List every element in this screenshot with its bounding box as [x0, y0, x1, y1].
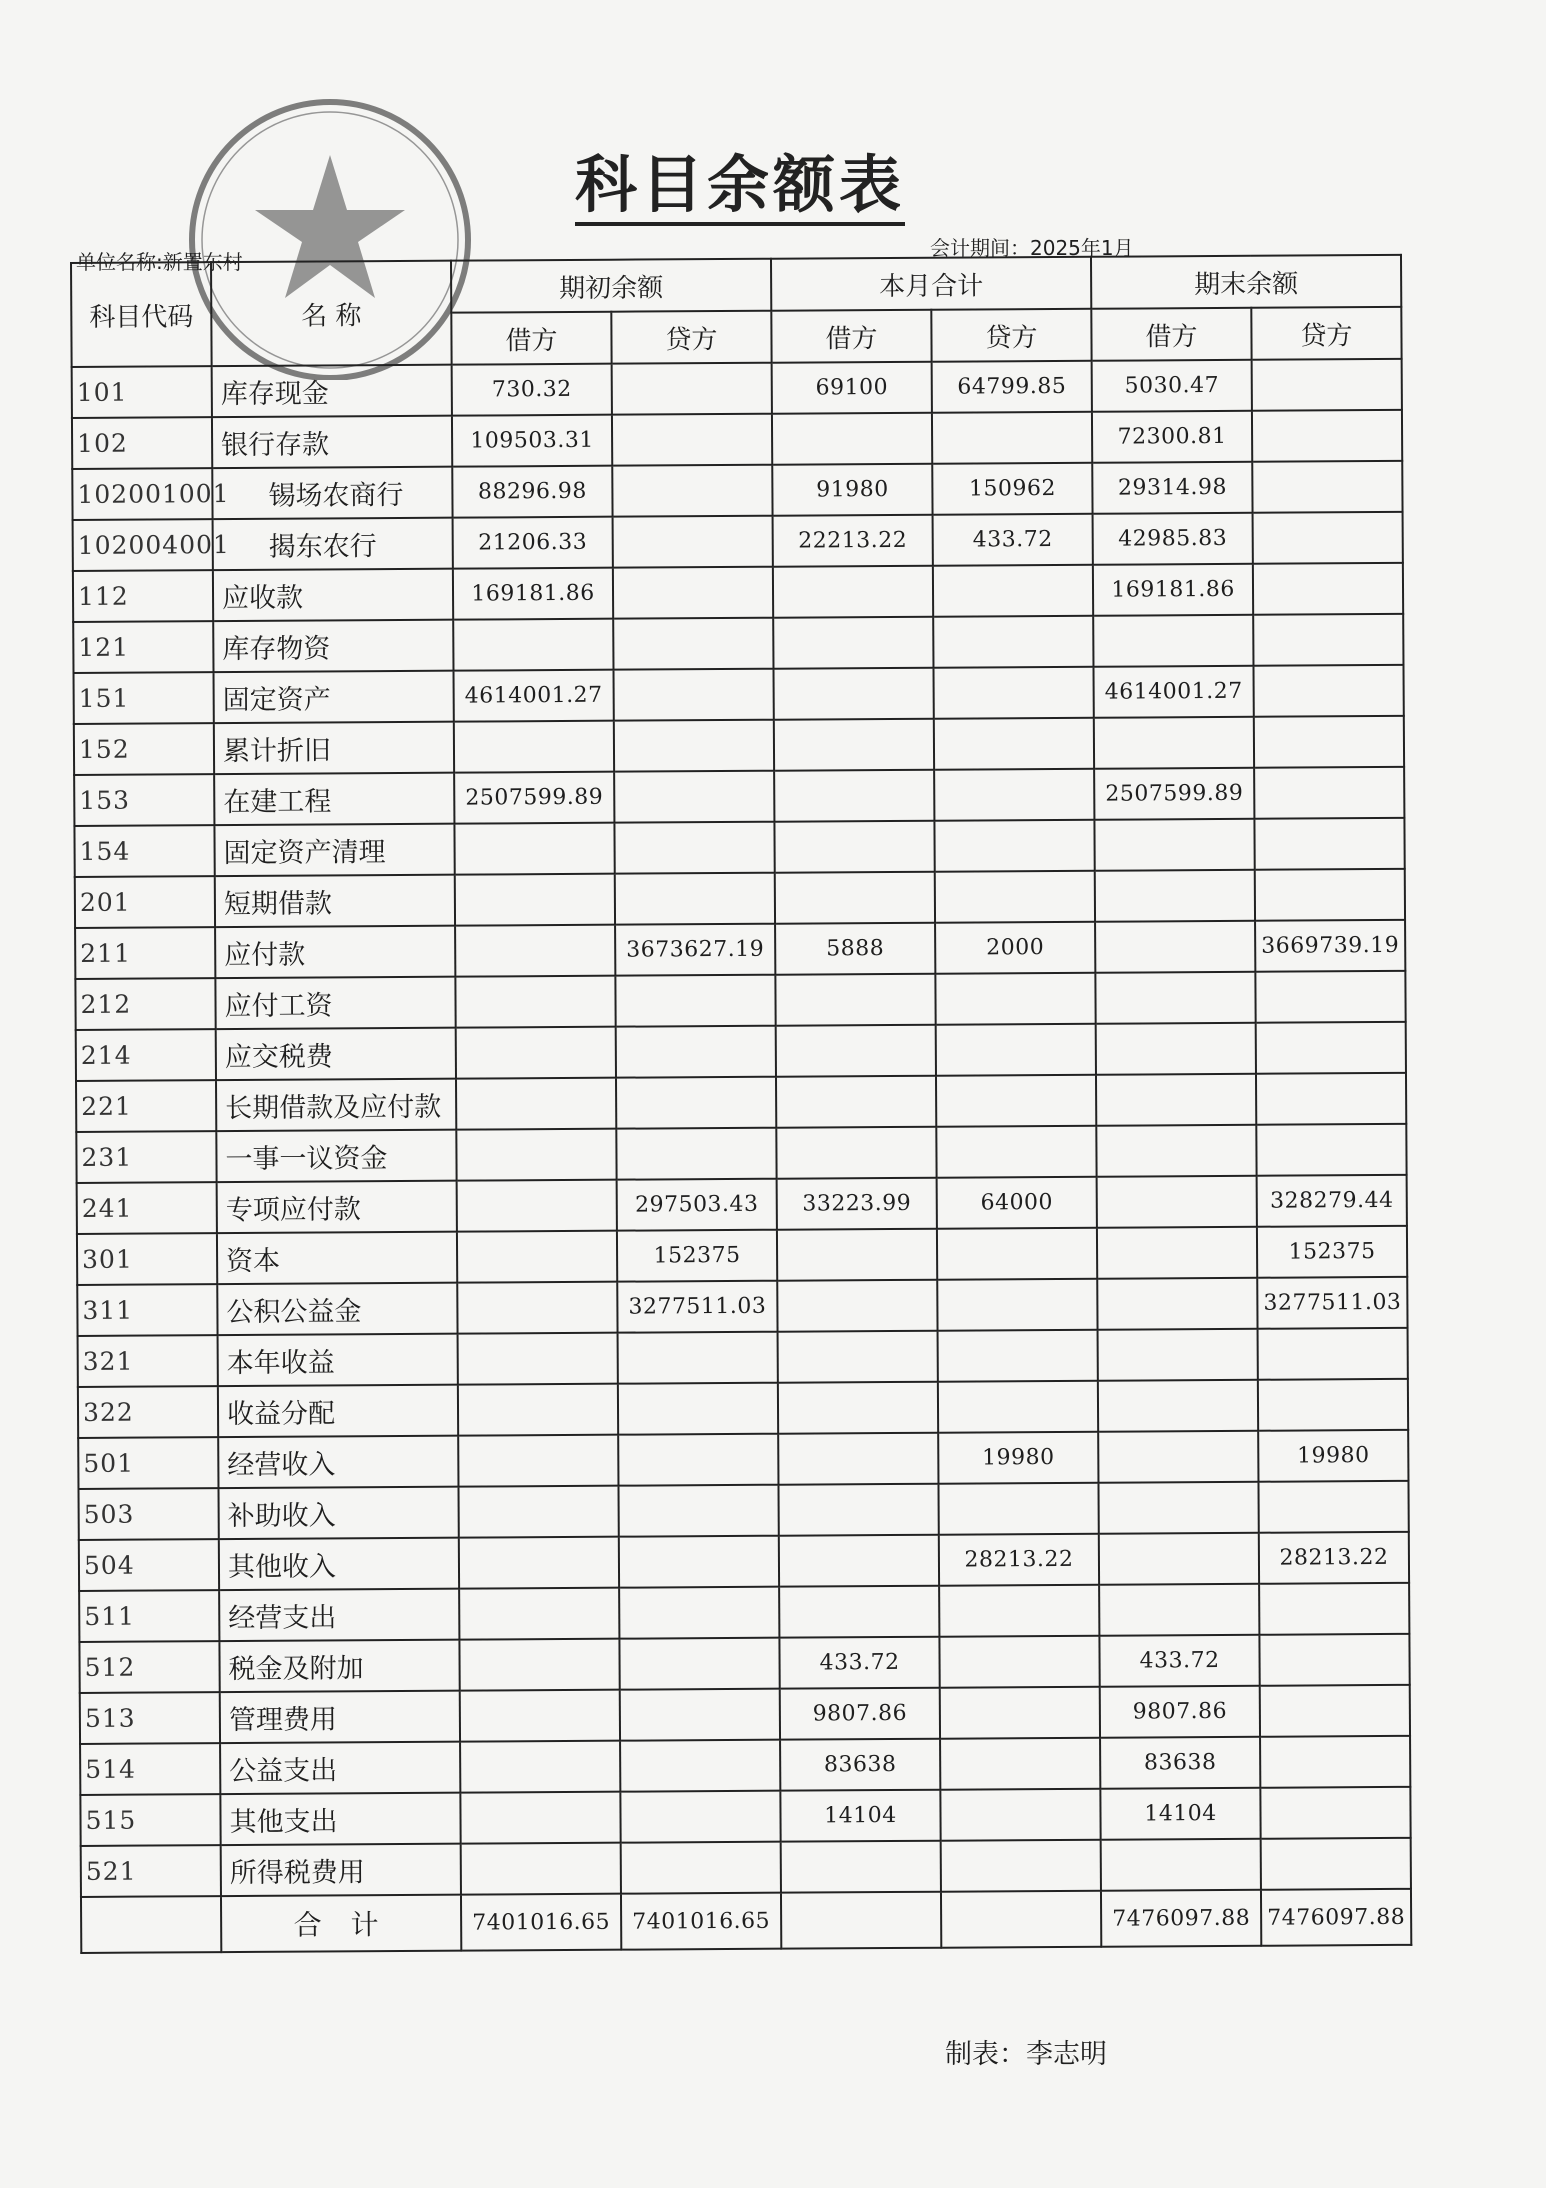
closing-credit-cell — [1255, 971, 1405, 1023]
table-row — [74, 716, 1404, 775]
account-name-cell: 补助收入 — [218, 1487, 458, 1539]
opening-credit-cell — [614, 669, 774, 721]
total-closing-credit: 7476097.88 — [1261, 1889, 1411, 1946]
closing-credit-cell — [1259, 1583, 1409, 1635]
month-credit-cell — [937, 1228, 1097, 1280]
opening-credit-cell: 3277511.03 — [617, 1281, 777, 1333]
balance-table — [70, 254, 1412, 1954]
closing-credit-cell — [1260, 1685, 1410, 1737]
closing-debit-cell — [1099, 1533, 1259, 1585]
month-debit-cell — [779, 1586, 939, 1638]
closing-debit-cell — [1101, 1839, 1261, 1891]
account-name-cell: 长期借款及应付款 — [216, 1079, 456, 1131]
closing-debit-cell: 42985.83 — [1093, 513, 1253, 565]
table-row — [78, 1379, 1408, 1438]
account-code-cell: 301 — [77, 1233, 217, 1285]
account-name-cell: 一事一议资金 — [216, 1130, 456, 1182]
opening-debit-cell — [455, 976, 615, 1028]
month-credit-cell — [941, 1840, 1101, 1892]
table-row — [75, 869, 1405, 928]
month-credit-cell — [935, 871, 1095, 923]
opening-debit-cell — [456, 1027, 616, 1079]
opening-credit-cell — [619, 1536, 779, 1588]
account-code-cell: 151 — [74, 672, 214, 724]
opening-credit-cell — [613, 567, 773, 619]
closing-credit-cell — [1260, 1736, 1410, 1788]
opening-debit-cell: 21206.33 — [453, 517, 613, 569]
closing-credit-cell — [1253, 614, 1403, 666]
table-row — [72, 410, 1402, 469]
opening-debit-cell — [459, 1639, 619, 1691]
table-row — [79, 1532, 1409, 1591]
closing-credit-cell: 3277511.03 — [1257, 1277, 1407, 1329]
closing-debit-cell: 5030.47 — [1092, 360, 1252, 412]
opening-debit-cell — [458, 1384, 618, 1436]
account-code-cell: 512 — [79, 1641, 219, 1693]
month-debit-cell — [778, 1382, 938, 1434]
table-row — [74, 665, 1404, 724]
month-debit-cell — [776, 1076, 936, 1128]
preparer-label: 制表：李志明 — [945, 2039, 1107, 2070]
opening-credit-cell — [613, 516, 773, 568]
opening-credit-cell — [618, 1332, 778, 1384]
account-code-cell: 514 — [80, 1743, 220, 1795]
table-row — [80, 1787, 1410, 1846]
closing-credit-cell — [1253, 563, 1403, 615]
opening-credit-cell — [621, 1842, 781, 1894]
opening-credit-cell — [614, 822, 774, 874]
month-debit-cell: 83638 — [780, 1739, 940, 1791]
month-credit-cell — [933, 616, 1093, 668]
closing-credit-cell — [1254, 665, 1404, 717]
opening-credit-cell: 3673627.19 — [615, 924, 775, 976]
opening-credit-cell — [612, 363, 772, 415]
opening-credit-cell — [619, 1587, 779, 1639]
header-month-debit: 借方 — [771, 310, 931, 363]
opening-debit-cell — [456, 1078, 616, 1130]
account-name-cell: 应收款 — [213, 569, 453, 621]
total-opening-debit: 7401016.65 — [461, 1894, 621, 1951]
table-row — [74, 767, 1404, 826]
month-credit-cell — [933, 565, 1093, 617]
closing-debit-cell: 72300.81 — [1092, 411, 1252, 463]
closing-debit-cell — [1094, 819, 1254, 871]
account-name-cell: 累计折旧 — [214, 722, 454, 774]
opening-credit-cell — [620, 1689, 780, 1741]
account-code-cell: 214 — [76, 1029, 216, 1081]
month-credit-cell: 64799.85 — [932, 361, 1092, 413]
month-debit-cell — [773, 617, 933, 669]
table-row — [78, 1430, 1408, 1489]
opening-debit-cell — [457, 1231, 617, 1283]
closing-credit-cell — [1254, 716, 1404, 768]
month-debit-cell: 14104 — [780, 1790, 940, 1842]
account-code-cell: 152 — [74, 723, 214, 775]
account-name-cell: 其他支出 — [220, 1793, 460, 1845]
closing-credit-cell: 3669739.19 — [1255, 920, 1405, 972]
account-name-cell: 本年收益 — [218, 1334, 458, 1386]
closing-debit-cell: 29314.98 — [1092, 462, 1252, 514]
closing-debit-cell: 433.72 — [1099, 1635, 1259, 1687]
closing-debit-cell — [1096, 1023, 1256, 1075]
account-code-cell: 241 — [77, 1182, 217, 1234]
month-debit-cell: 91980 — [772, 464, 932, 516]
table-row — [73, 614, 1403, 673]
month-credit-cell — [940, 1738, 1100, 1790]
month-credit-cell — [938, 1381, 1098, 1433]
account-code-cell: 154 — [74, 825, 214, 877]
opening-credit-cell — [618, 1383, 778, 1435]
closing-debit-cell: 14104 — [1100, 1788, 1260, 1840]
account-code-cell: 504 — [79, 1539, 219, 1591]
month-credit-cell — [938, 1483, 1098, 1535]
account-code-cell: 321 — [78, 1335, 218, 1387]
header-opening-debit: 借方 — [451, 312, 611, 365]
closing-debit-cell — [1095, 921, 1255, 973]
table-body — [72, 359, 1411, 1897]
month-debit-cell: 433.72 — [779, 1637, 939, 1689]
month-debit-cell — [774, 821, 934, 873]
header-opening-balance: 期初余额 — [451, 259, 771, 313]
account-code-cell: 102001001 — [72, 468, 212, 520]
opening-credit-cell — [618, 1434, 778, 1486]
account-name-cell: 所得税费用 — [221, 1844, 461, 1896]
opening-debit-cell — [457, 1282, 617, 1334]
account-name-cell: 固定资产清理 — [214, 824, 454, 876]
closing-credit-cell — [1254, 767, 1404, 819]
table-row — [79, 1634, 1409, 1693]
month-credit-cell — [939, 1636, 1099, 1688]
closing-debit-cell — [1095, 870, 1255, 922]
opening-credit-cell — [612, 414, 772, 466]
opening-debit-cell — [458, 1333, 618, 1385]
account-name-cell: 锡场农商行 — [212, 467, 452, 519]
closing-credit-cell — [1259, 1481, 1409, 1533]
month-debit-cell — [778, 1433, 938, 1485]
closing-debit-cell — [1098, 1380, 1258, 1432]
account-name-cell: 经营支出 — [219, 1589, 459, 1641]
header-closing-credit: 贷方 — [1251, 307, 1401, 360]
month-debit-cell — [772, 413, 932, 465]
account-code-cell: 513 — [80, 1692, 220, 1744]
month-debit-cell — [773, 566, 933, 618]
opening-debit-cell — [454, 721, 614, 773]
table-row — [77, 1277, 1407, 1336]
closing-credit-cell: 19980 — [1258, 1430, 1408, 1482]
header-month-credit: 贷方 — [931, 309, 1091, 362]
closing-credit-cell — [1255, 869, 1405, 921]
closing-debit-cell — [1096, 1125, 1256, 1177]
month-credit-cell: 19980 — [938, 1432, 1098, 1484]
account-code-cell: 102 — [72, 417, 212, 469]
account-name-cell: 资本 — [217, 1232, 457, 1284]
account-name-cell: 其他收入 — [219, 1538, 459, 1590]
opening-debit-cell — [460, 1690, 620, 1742]
account-code-cell: 101 — [72, 366, 212, 418]
accounting-period-label: 会计期间：2025年1月 — [930, 236, 1134, 260]
account-name-cell: 经营收入 — [218, 1436, 458, 1488]
table-row — [81, 1838, 1411, 1897]
month-credit-cell: 28213.22 — [939, 1534, 1099, 1586]
total-closing-debit: 7476097.88 — [1101, 1890, 1261, 1947]
month-credit-cell — [936, 1024, 1096, 1076]
opening-credit-cell — [619, 1638, 779, 1690]
month-debit-cell: 9807.86 — [780, 1688, 940, 1740]
opening-debit-cell — [461, 1843, 621, 1895]
opening-debit-cell: 2507599.89 — [454, 772, 614, 824]
account-code-cell: 231 — [76, 1131, 216, 1183]
closing-debit-cell — [1097, 1278, 1257, 1330]
opening-credit-cell — [615, 873, 775, 925]
table-row — [75, 920, 1405, 979]
account-code-cell: 112 — [73, 570, 213, 622]
account-name-cell: 收益分配 — [218, 1385, 458, 1437]
month-credit-cell — [934, 667, 1094, 719]
opening-debit-cell — [458, 1435, 618, 1487]
closing-debit-cell — [1095, 972, 1255, 1024]
opening-debit-cell — [457, 1180, 617, 1232]
header-account-name: 名 称 — [211, 261, 452, 366]
account-name-cell: 揭东农行 — [213, 518, 453, 570]
closing-debit-cell: 83638 — [1100, 1737, 1260, 1789]
table-row — [78, 1328, 1408, 1387]
account-code-cell: 153 — [74, 774, 214, 826]
closing-debit-cell — [1097, 1176, 1257, 1228]
opening-credit-cell: 297503.43 — [617, 1179, 777, 1231]
closing-credit-cell — [1252, 461, 1402, 513]
month-debit-cell: 5888 — [775, 923, 935, 975]
month-credit-cell — [939, 1585, 1099, 1637]
account-name-cell: 应付款 — [215, 926, 455, 978]
opening-credit-cell — [616, 1026, 776, 1078]
opening-debit-cell — [455, 925, 615, 977]
month-debit-cell — [776, 1127, 936, 1179]
closing-credit-cell — [1259, 1634, 1409, 1686]
header-closing-balance: 期末余额 — [1091, 255, 1401, 309]
month-debit-cell: 69100 — [772, 362, 932, 414]
month-credit-cell — [936, 1075, 1096, 1127]
account-name-cell: 在建工程 — [214, 773, 454, 825]
closing-debit-cell — [1094, 717, 1254, 769]
account-name-cell: 库存现金 — [212, 365, 452, 417]
header-account-code: 科目代码 — [71, 262, 212, 367]
total-code-cell — [81, 1896, 221, 1953]
opening-credit-cell — [620, 1791, 780, 1843]
total-month-credit — [941, 1891, 1101, 1948]
unit-name-label: 单位名称:新置东村 — [76, 250, 243, 274]
account-name-cell: 公益支出 — [220, 1742, 460, 1794]
account-name-cell: 应交税费 — [216, 1028, 456, 1080]
month-debit-cell — [774, 668, 934, 720]
table-row — [73, 563, 1403, 622]
opening-debit-cell: 730.32 — [452, 364, 612, 416]
month-credit-cell — [934, 820, 1094, 872]
month-credit-cell: 150962 — [932, 463, 1092, 515]
account-name-cell: 税金及附加 — [219, 1640, 459, 1692]
account-name-cell: 短期借款 — [215, 875, 455, 927]
month-debit-cell — [774, 719, 934, 771]
month-debit-cell — [777, 1229, 937, 1281]
closing-credit-cell — [1258, 1328, 1408, 1380]
closing-debit-cell — [1093, 615, 1253, 667]
opening-debit-cell — [459, 1588, 619, 1640]
closing-credit-cell — [1261, 1838, 1411, 1890]
opening-debit-cell — [456, 1129, 616, 1181]
account-name-cell: 公积公益金 — [217, 1283, 457, 1335]
account-code-cell: 311 — [77, 1284, 217, 1336]
month-credit-cell — [937, 1279, 1097, 1331]
month-debit-cell — [775, 974, 935, 1026]
closing-credit-cell — [1254, 818, 1404, 870]
month-credit-cell — [940, 1687, 1100, 1739]
closing-credit-cell — [1256, 1124, 1406, 1176]
table-row — [75, 971, 1405, 1030]
month-credit-cell: 2000 — [935, 922, 1095, 974]
header-opening-credit: 贷方 — [611, 311, 771, 364]
month-debit-cell — [775, 872, 935, 924]
month-credit-cell — [935, 973, 1095, 1025]
closing-debit-cell — [1096, 1074, 1256, 1126]
month-credit-cell — [936, 1126, 1096, 1178]
closing-debit-cell — [1098, 1431, 1258, 1483]
opening-credit-cell — [616, 1077, 776, 1129]
closing-debit-cell — [1098, 1329, 1258, 1381]
opening-debit-cell — [454, 823, 614, 875]
month-credit-cell — [934, 769, 1094, 821]
closing-credit-cell — [1258, 1379, 1408, 1431]
account-code-cell: 521 — [81, 1845, 221, 1897]
opening-credit-cell — [613, 618, 773, 670]
month-debit-cell — [774, 770, 934, 822]
account-code-cell: 511 — [79, 1590, 219, 1642]
table-row — [77, 1175, 1407, 1234]
closing-debit-cell — [1097, 1227, 1257, 1279]
opening-credit-cell — [612, 465, 772, 517]
closing-credit-cell — [1252, 410, 1402, 462]
table-row — [76, 1022, 1406, 1081]
opening-debit-cell — [459, 1537, 619, 1589]
closing-credit-cell — [1256, 1022, 1406, 1074]
month-debit-cell — [778, 1484, 938, 1536]
opening-debit-cell — [460, 1792, 620, 1844]
opening-debit-cell — [455, 874, 615, 926]
account-code-cell: 503 — [78, 1488, 218, 1540]
table-row — [72, 359, 1402, 418]
month-debit-cell — [776, 1025, 936, 1077]
account-code-cell: 102004001 — [73, 519, 213, 571]
account-code-cell: 211 — [75, 927, 215, 979]
closing-credit-cell — [1253, 512, 1403, 564]
month-debit-cell — [781, 1841, 941, 1893]
document-title: 科目余额表 — [575, 150, 905, 226]
header-month-total: 本月合计 — [771, 257, 1091, 311]
table-row — [74, 818, 1404, 877]
closing-credit-cell — [1256, 1073, 1406, 1125]
month-credit-cell — [932, 412, 1092, 464]
opening-debit-cell: 4614001.27 — [454, 670, 614, 722]
closing-debit-cell: 2507599.89 — [1094, 768, 1254, 820]
account-name-cell: 管理费用 — [220, 1691, 460, 1743]
account-name-cell: 专项应付款 — [217, 1181, 457, 1233]
opening-debit-cell — [453, 619, 613, 671]
account-code-cell: 221 — [76, 1080, 216, 1132]
total-label: 合 计 — [221, 1895, 461, 1952]
table-row — [79, 1583, 1409, 1642]
closing-credit-cell: 328279.44 — [1257, 1175, 1407, 1227]
opening-credit-cell — [614, 720, 774, 772]
closing-debit-cell: 169181.86 — [1093, 564, 1253, 616]
total-row — [81, 1889, 1411, 1953]
table-row — [77, 1226, 1407, 1285]
table-row — [73, 512, 1403, 571]
month-debit-cell — [778, 1331, 938, 1383]
month-debit-cell: 33223.99 — [777, 1178, 937, 1230]
account-code-cell: 322 — [78, 1386, 218, 1438]
header-closing-debit: 借方 — [1091, 308, 1251, 361]
account-code-cell: 501 — [78, 1437, 218, 1489]
month-credit-cell — [934, 718, 1094, 770]
opening-credit-cell: 152375 — [617, 1230, 777, 1282]
opening-credit-cell — [614, 771, 774, 823]
account-code-cell: 515 — [80, 1794, 220, 1846]
closing-debit-cell: 9807.86 — [1100, 1686, 1260, 1738]
closing-credit-cell — [1252, 359, 1402, 411]
opening-credit-cell — [616, 1128, 776, 1180]
account-name-cell: 应付工资 — [215, 977, 455, 1029]
table-row — [72, 461, 1402, 520]
account-name-cell: 银行存款 — [212, 416, 452, 468]
opening-debit-cell: 109503.31 — [452, 415, 612, 467]
table-row — [76, 1124, 1406, 1183]
table-row — [80, 1736, 1410, 1795]
table-row — [78, 1481, 1408, 1540]
closing-credit-cell: 28213.22 — [1259, 1532, 1409, 1584]
opening-credit-cell — [618, 1485, 778, 1537]
opening-debit-cell: 169181.86 — [453, 568, 613, 620]
opening-debit-cell — [458, 1486, 618, 1538]
month-credit-cell: 433.72 — [933, 514, 1093, 566]
closing-debit-cell: 4614001.27 — [1094, 666, 1254, 718]
month-credit-cell — [938, 1330, 1098, 1382]
opening-credit-cell — [615, 975, 775, 1027]
month-credit-cell — [940, 1789, 1100, 1841]
total-opening-credit: 7401016.65 — [621, 1893, 781, 1950]
account-code-cell: 212 — [75, 978, 215, 1030]
table-row — [76, 1073, 1406, 1132]
total-month-debit — [781, 1892, 941, 1949]
opening-credit-cell — [620, 1740, 780, 1792]
account-code-cell: 201 — [75, 876, 215, 928]
account-name-cell: 库存物资 — [213, 620, 453, 672]
closing-debit-cell — [1099, 1482, 1259, 1534]
table-row — [80, 1685, 1410, 1744]
closing-credit-cell: 152375 — [1257, 1226, 1407, 1278]
month-debit-cell: 22213.22 — [773, 515, 933, 567]
account-code-cell: 121 — [73, 621, 213, 673]
month-debit-cell — [779, 1535, 939, 1587]
closing-debit-cell — [1099, 1584, 1259, 1636]
closing-credit-cell — [1260, 1787, 1410, 1839]
month-credit-cell: 64000 — [937, 1177, 1097, 1229]
account-name-cell: 固定资产 — [214, 671, 454, 723]
opening-debit-cell — [460, 1741, 620, 1793]
opening-debit-cell: 88296.98 — [452, 466, 612, 518]
month-debit-cell — [777, 1280, 937, 1332]
